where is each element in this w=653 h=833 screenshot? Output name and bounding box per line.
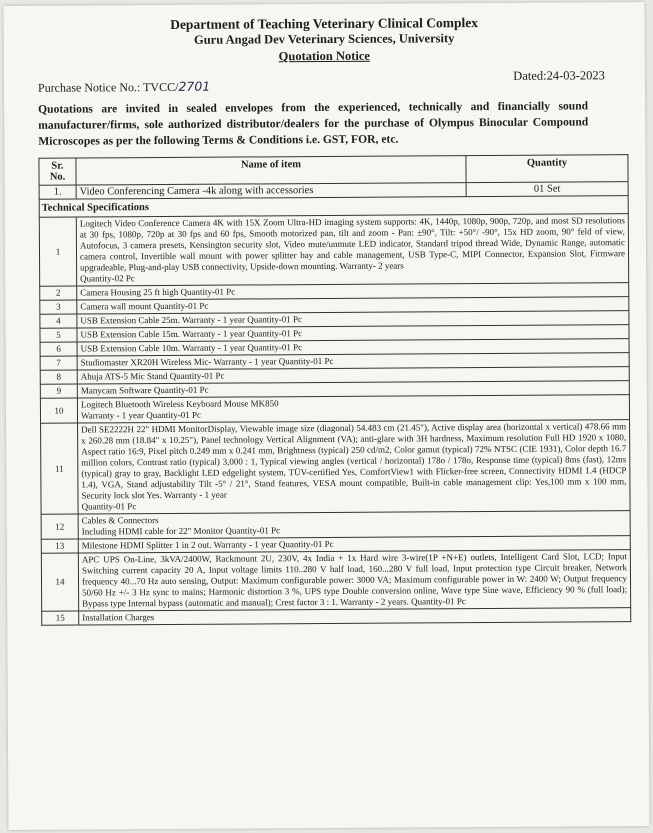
spec-description [79, 608, 631, 625]
spec-number: 13 [41, 539, 78, 553]
spec-number: 1 [39, 217, 76, 286]
spec-number: 4 [40, 314, 77, 328]
spec-description [78, 550, 630, 611]
spec-text: Manycam Software Quantity-01 Pc [80, 384, 209, 396]
spec-number: 9 [40, 384, 77, 398]
spec-description [76, 214, 628, 286]
spec-number: 2 [40, 286, 77, 300]
spec-text: Cables & Connectors [81, 515, 159, 526]
spec-text: Camera wall mount Quantity-01 Pc [80, 300, 209, 312]
spec-text: Camera Housing 25 ft high Quantity-01 Pc [80, 286, 236, 298]
spec-row [41, 511, 630, 540]
spec-number: 7 [40, 356, 77, 370]
spec-row [41, 420, 631, 515]
handwritten-notice-number: 2701 [178, 78, 211, 94]
spec-extra: Including HDMI cable for 22" Monitor Quantity-01 Pc [81, 525, 281, 537]
col-header-sr-no: Sr. No. [39, 158, 76, 185]
col-header-quantity: Quantity [466, 155, 628, 183]
spec-description [78, 420, 631, 514]
document-page [3, 2, 649, 830]
spec-row [40, 395, 629, 424]
purchase-notice-number [38, 79, 210, 96]
spec-extra: Warranty - 1 year Quantity-01 Pc [80, 409, 202, 421]
notice-date: Dated:24-03-2023 [513, 68, 605, 83]
spec-text: Milestone HDMI Splitter 1 in 2 out. Warranty - 1 year Quantity-01 Pc [81, 538, 334, 551]
department-heading: Department of Teaching Veterinary Clinical Complex [170, 15, 479, 32]
spec-text: Installation Charges [82, 612, 155, 623]
intro-paragraph: Quotations are invited in sealed envelopes from the experienced, technically and financially sound manufacturer/firms, sole authorized distributor/dealers for the purchase of Olympus Binocular Compound Microscopes as per the following Terms & Conditions i.e. GST, FOR, etc. [38, 99, 589, 148]
spec-text: Logitech Bluetooth Wireless Keyboard Mouse MK850 [80, 398, 279, 410]
spec-number: 5 [40, 328, 77, 342]
spec-number: 11 [41, 423, 79, 514]
spec-text: Logitech Video Conference Camera 4K with 15X Zoom Ultra-HD imaging system supports: 4K, 1440p, 1080p, 900p, 720p, and most SD resolutions at 30 fps, 1080p, 720p at 30 fps and 60 fps, Smooth motorized pan, tilt and zoom - Pan: ±90°, Tilt: +50°/ -90°, 15x HD zoom, 90° feld of view, Autofocus, 3 camera presets, Kensington security slot, Video mute/unmute LED indicator, Standard tripod thread Wide, Dynamic Range, automatic camera control, Invertible wall mount with power splitter bay and cable management, USB Type-C, MIPI Connector, Expansion Slot, Firmware upgradeable, Plug-and-play USB connectivity, Upside-down mounting. Warranty- 2 years [79, 215, 626, 273]
spec-row [42, 608, 631, 626]
spec-text: Studiomaster XR20H Wireless Mic- Warranty - 1 year Quantity-01 Pc [80, 355, 334, 368]
spec-description [78, 511, 630, 539]
spec-number: 15 [42, 611, 79, 625]
spec-text: Dell SE2222H 22" HDMI MonitorDisplay, Viewable image size (diagonal) 54.483 cm (21.45"), Active display area (horizontal x vertical) 478.66 mm x 260.28 mm (18.84" x 10.25"), Panel technology Vertical Alignment (VA); anti-glare with 3H hardness, Maximum resolution Full HD 1920 x 1080, Aspect ratio 16:9, Pixel pitch 0.249 mm x 0.241 mm, Brightness (typical) 250 cd/m2, Color gamut (typical) 72% NTSC (CIE 1931), Color depth 16.7 million colors, Contrast ratio (typical) 3,000 : 1, Typical viewing angles (vertical / horizontal) 178o / 178o, Response time (typical) 8ms (fast), 12ms (typical) gray to gray, Backlight LED edgelight system, TÜV-certified Yes, ComfortView1 with Flicker-free screen, Connectivity HDMI 1.4 (HDCP 1.4), VGA, Stand adjustability Tilt -5° / 21°, Stand features, VESA mount compatible, Built-in cable management clip: Yes,100 mm x 100 mm, Security lock slot Yes. Warranty - 1 year [81, 421, 627, 501]
main-item-quantity: 01 Set [466, 182, 628, 197]
spec-number: 12 [41, 514, 78, 539]
spec-number: 3 [40, 300, 77, 314]
spec-extra: Quantity-01 Pc [81, 501, 137, 512]
table-header-row [39, 155, 628, 186]
notice-title: Quotation Notice [278, 48, 370, 64]
main-item-name: Video Conferencing Camera -4k along with accessories [76, 183, 466, 199]
spec-row [41, 550, 630, 612]
spec-number: 10 [40, 398, 77, 423]
spec-description [77, 395, 629, 423]
university-heading: Guru Angad Dev Veterinary Sciences, University [193, 31, 455, 47]
spec-extra: Quantity-02 Pc [80, 273, 135, 284]
spec-text: APC UPS On-Line, 3kVA/2400W, Rackmount 2U, 230V, 4x India + 1x Hard wire 3-wire(1P +N+E) outlets, Intelligent Card Slot, LCD; Input Switching current capacity 20 A, Input voltage limits 110..280 V half load, 160...280 V full load, Input protection type Circuit breaker, Network frequency 40...70 Hz auto sensing, Output: Maximum configurable power: 3000 VA; Maximum configurable power in W: 2400 W; Output frequency 50/60 Hz +/- 3 Hz sync to mains; Harmonic distortion 3 %, UPS type Double conversion online, Wave type Sine wave, Efficiency 90 % (full load); Bypass type Internal bypass (automatic and manual); Crest factor 3 : 1. Warranty - 2 years. Quantity-01 Pc [81, 551, 628, 609]
spec-text: USB Extension Cable 10m. Warranty - 1 year Quantity-01 Pc [80, 342, 303, 354]
spec-text: Ahuja ATS-5 Mic Stand Quantity-01 Pc [80, 370, 225, 382]
spec-number: 8 [40, 370, 77, 384]
col-header-item: Name of item [76, 156, 466, 185]
main-item-sr: 1. [39, 185, 76, 199]
spec-text: USB Extension Cable 25m. Warranty - 1 year Quantity-01 Pc [80, 314, 303, 326]
quotation-table [38, 154, 631, 626]
spec-text: USB Extension Cable 15m. Warranty - 1 year Quantity-01 Pc [80, 328, 303, 340]
spec-row [39, 214, 628, 287]
purchase-notice-label: Purchase Notice No.: TVCC/ [37, 79, 179, 95]
spec-number: 14 [41, 553, 78, 611]
spec-number: 6 [40, 342, 77, 356]
specs-heading: Technical Specifications [39, 196, 628, 218]
